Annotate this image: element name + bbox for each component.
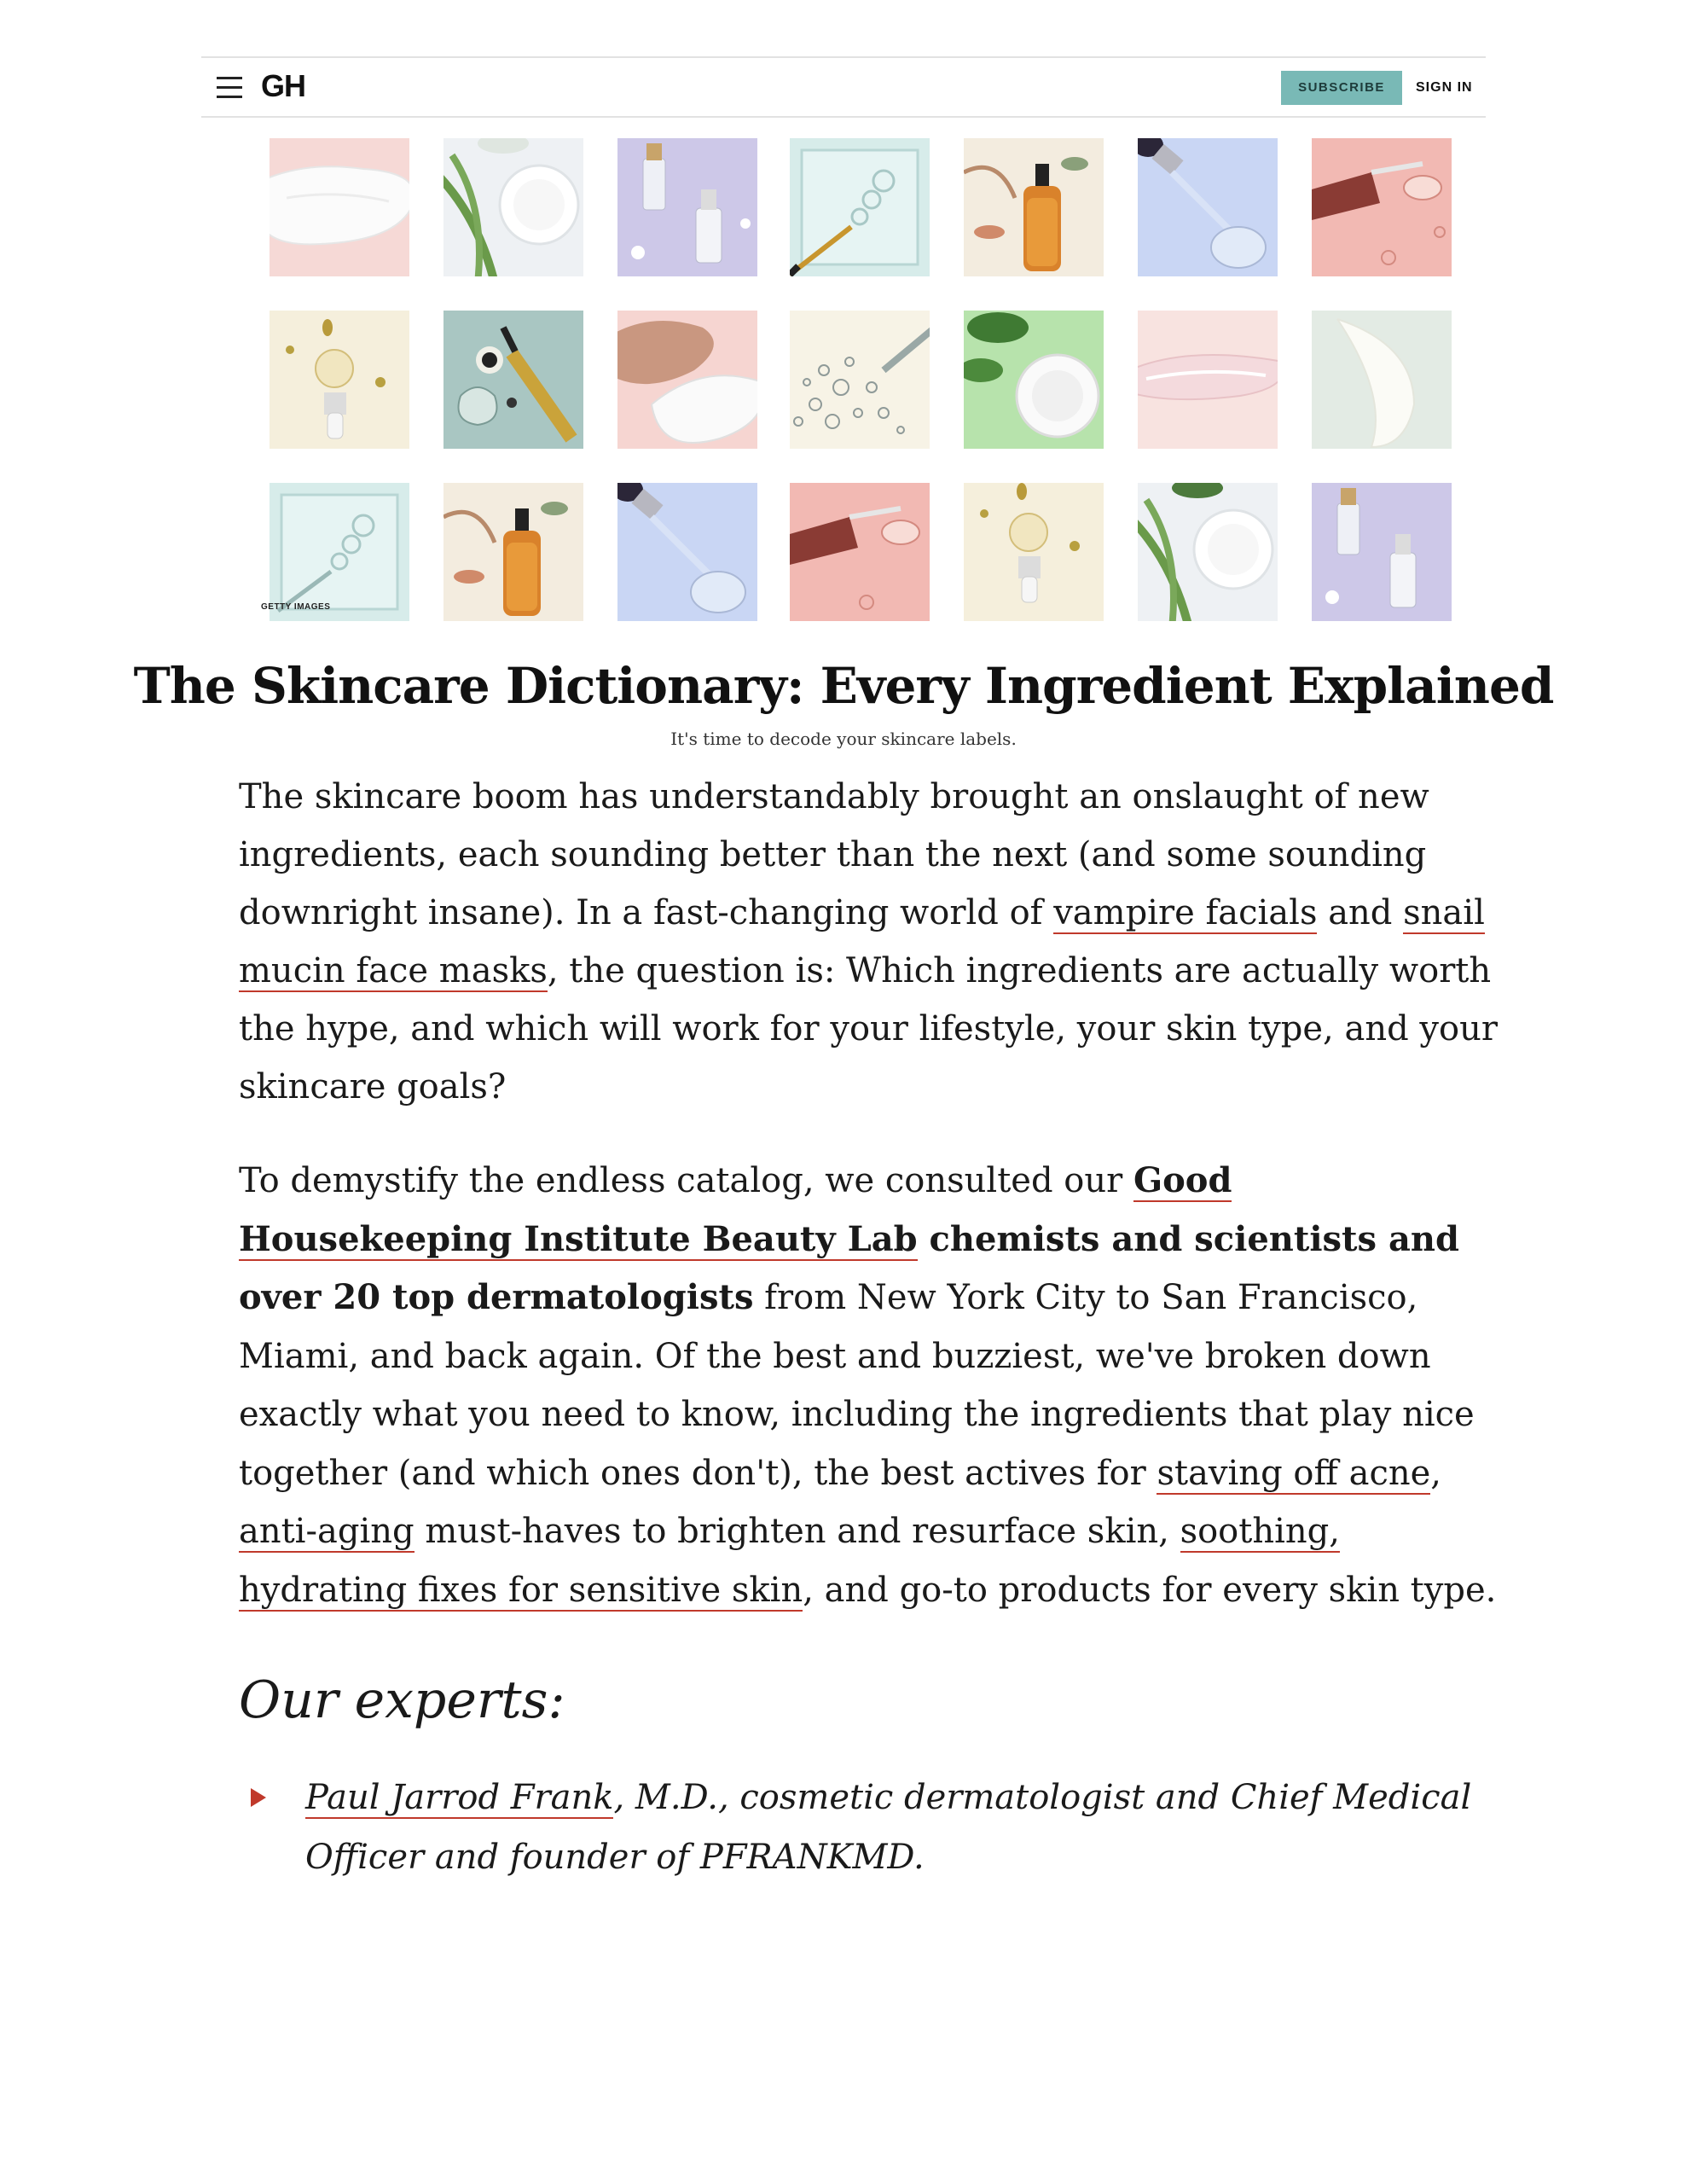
pipette-pink-tile	[1312, 138, 1452, 276]
expert-description	[305, 1768, 1516, 1887]
link-sensitive-skin[interactable]: soothing, hydrating fixes for sensitive skin	[239, 1512, 1340, 1610]
article-dek: It's time to decode your skincare labels.	[670, 729, 1017, 749]
amber-bottle-tile-2	[443, 483, 583, 621]
pink-gel-tile	[1138, 311, 1278, 449]
link-snail-mucin-masks[interactable]: snail mucin face masks	[239, 893, 1485, 990]
oil-drop-tile	[270, 311, 409, 449]
intro-text-1: The skincare boom has understandably brought an onslaught of new ingredients, each sounding better than the next (and some sounding downright insane). In a fast-changing world of	[239, 777, 1429, 932]
lotion-swipe-tile	[1312, 311, 1452, 449]
dropper-blue-tile-2	[617, 483, 757, 621]
dropper-glass-tile-2	[270, 483, 409, 621]
site-logo[interactable]: GH	[261, 68, 305, 103]
method-text-5: , and go-to products for every skin type.	[803, 1570, 1497, 1610]
bubbles-tile	[790, 311, 930, 449]
site-header	[201, 56, 1486, 118]
article-title: The Skincare Dictionary: Every Ingredient Explained	[133, 657, 1554, 715]
serum-bottles-tile-2	[1312, 483, 1452, 621]
cream-swatch-tile	[270, 138, 409, 276]
dropper-glass-tile	[790, 138, 930, 276]
aloe-cream-tile-2	[1138, 483, 1278, 621]
image-credit: GETTY IMAGES	[261, 602, 331, 612]
intro-paragraph	[239, 768, 1501, 1116]
sign-in-link[interactable]: SIGN IN	[1416, 80, 1473, 95]
leaf-jar-tile	[964, 311, 1104, 449]
tinted-cream-tile	[617, 311, 757, 449]
expert-credentials: , M.D., cosmetic dermatologist and Chief Medical Officer and founder of PFRANKMD.	[305, 1778, 1472, 1877]
method-bold-text: chemists and scientists and over 20 top dermatologists	[239, 1218, 1459, 1317]
serum-bottles-tile	[617, 138, 757, 276]
menu-icon[interactable]	[217, 77, 242, 99]
aloe-cream-tile	[443, 138, 583, 276]
experts-heading: Our experts:	[239, 1670, 565, 1730]
triangle-bullet-icon	[251, 1788, 266, 1807]
method-text-1: To demystify the endless catalog, we consulted our	[239, 1161, 1133, 1200]
gold-dropper-tile	[443, 311, 583, 449]
intro-text-3: , the question is: Which ingredients are actually worth the hype, and which will work for your lifestyle, your skin type, and your skincare goals?	[239, 951, 1498, 1107]
method-paragraph	[239, 1152, 1501, 1619]
amber-bottle-tile	[964, 138, 1104, 276]
link-gh-beauty-lab[interactable]: Good Housekeeping Institute Beauty Lab	[239, 1160, 1232, 1259]
link-expert-name[interactable]: Paul Jarrod Frank	[305, 1778, 614, 1817]
method-text-2: from New York City to San Francisco, Miami, and back again. Of the best and buzziest, we've broken down exactly what you need to know, including the ingredients that play nice together (and which ones don't), the best actives for	[239, 1278, 1475, 1493]
link-staving-off-acne[interactable]: staving off acne	[1157, 1453, 1431, 1493]
method-text-3: ,	[1430, 1453, 1442, 1493]
link-vampire-facials[interactable]: vampire facials	[1053, 893, 1318, 932]
link-anti-aging[interactable]: anti-aging	[239, 1512, 415, 1551]
intro-text-2: and	[1317, 893, 1404, 932]
pipette-pink-tile-2	[790, 483, 930, 621]
dropper-blue-tile	[1138, 138, 1278, 276]
oil-drop-tile-2	[964, 483, 1104, 621]
subscribe-button[interactable]: SUBSCRIBE	[1281, 71, 1402, 105]
method-text-4: must-haves to brighten and resurface skin,	[414, 1512, 1180, 1551]
